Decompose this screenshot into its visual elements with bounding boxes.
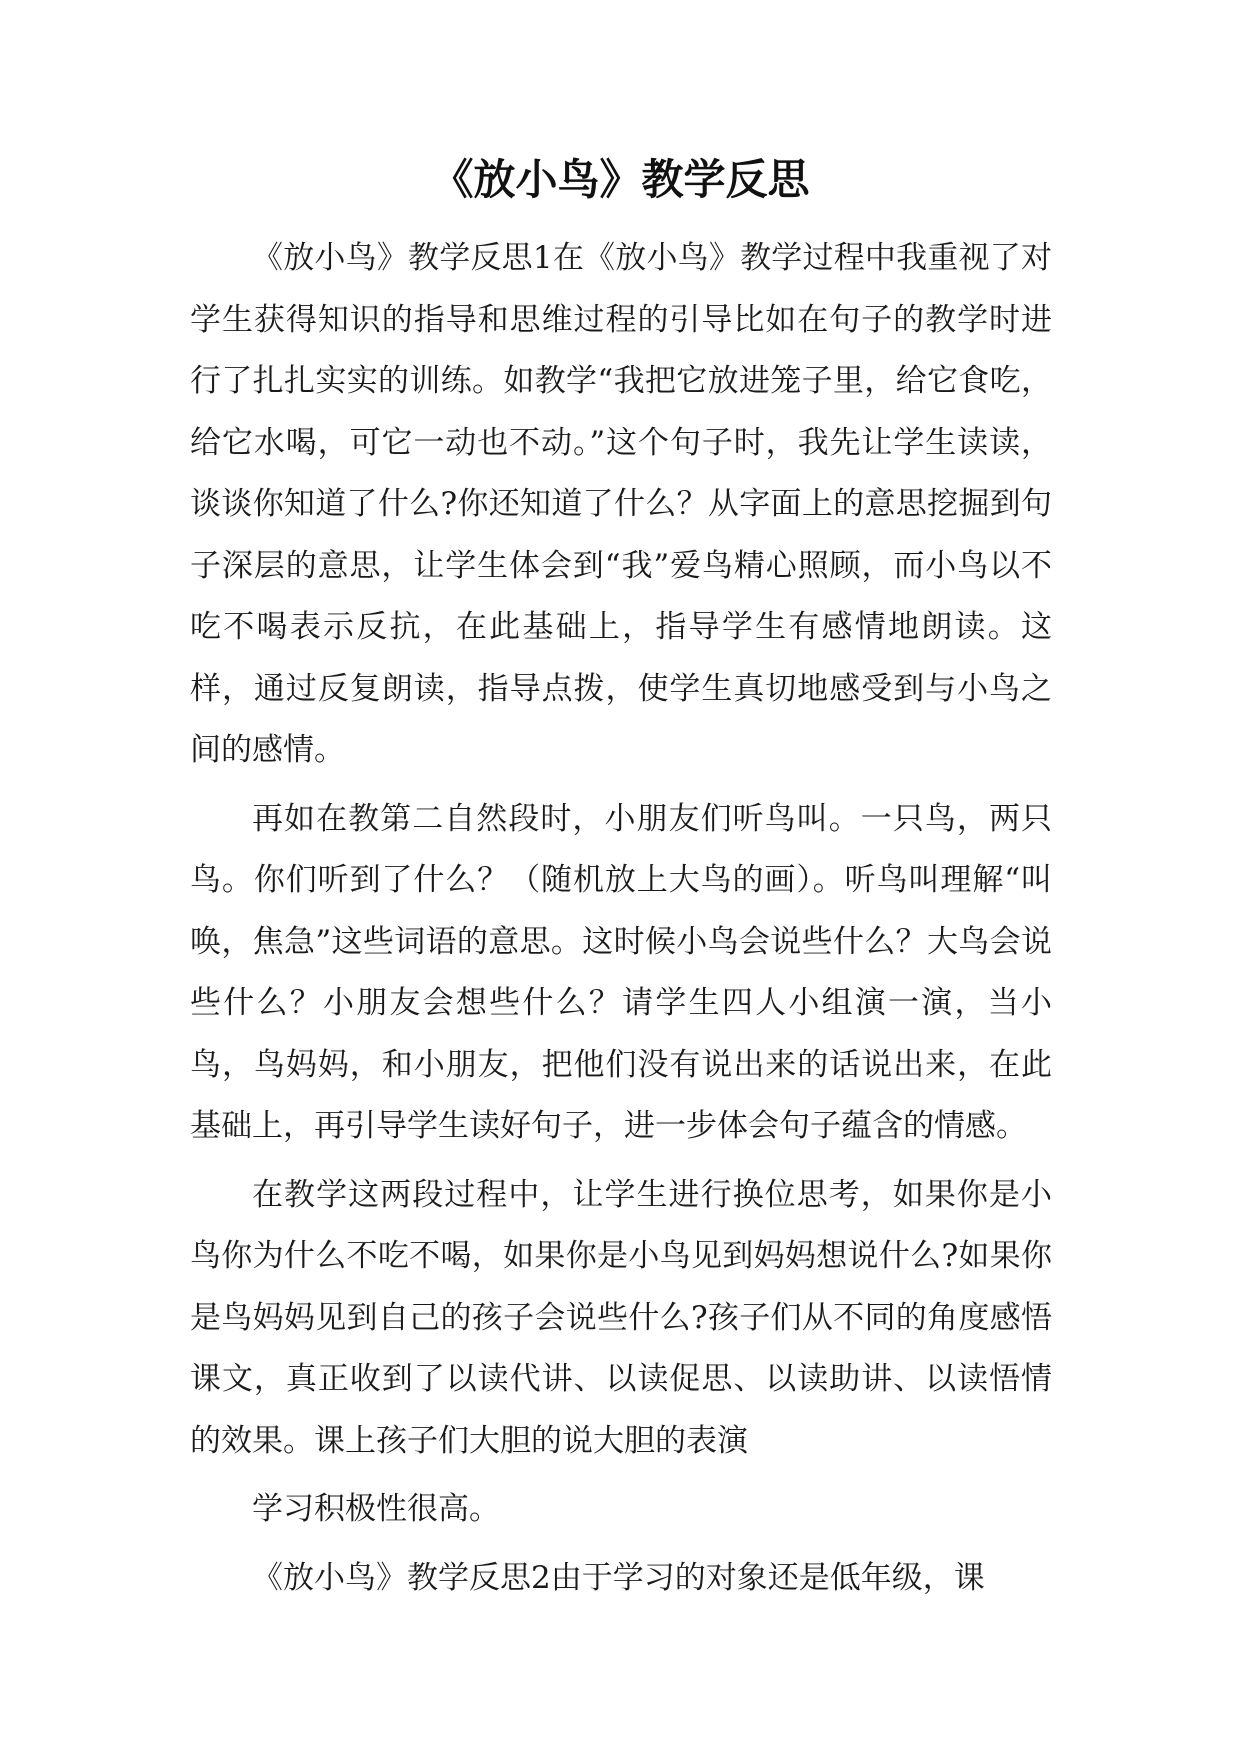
document-title: 《放小鸟》教学反思 [431, 155, 810, 204]
paragraph-4: 学习积极性很高。 [252, 1491, 500, 1527]
paragraph-1: 《放小鸟》教学反思1在《放小鸟》教学过程中我重视了对学生获得知识的指导和思维过程的引导比如在句子的教学时进行了扎扎实实的训练。如教学“我把它放进笼子里，给它食吃，给它水喝，可它一动也不动。”这个句子时，我先让学生读读，谈谈你知道了什么?你还知道了什么？从字面上的意思挖掘到句子深层的意思，让学生体会到“我”爱鸟精心照顾，而小鸟以不吃不喝表示反抗，在此基础上，指导学生有感情地朗读。这样，通过反复朗读，指导点拨，使学生真切地感受到与小鸟之间的感情。 [190, 240, 1052, 768]
paragraph-3: 在教学这两段过程中，让学生进行换位思考，如果你是小鸟你为什么不吃不喝，如果你是小鸟见到妈妈想说什么?如果你是鸟妈妈见到自己的孩子会说些什么?孩子们从不同的角度感悟课文，真正收到了以读代讲、以读促思、以读助讲、以读悟情的效果。课上孩子们大胆的说大胆的表演 [190, 1176, 1052, 1459]
document-body [190, 228, 1052, 1616]
paragraph-5: 《放小鸟》教学反思2由于学习的对象还是低年级，课 [252, 1559, 985, 1596]
paragraph-2: 再如在教第二自然段时，小朋友们听鸟叫。一只鸟，两只鸟。你们听到了什么？（随机放上大鸟的画）。听鸟叫理解“叫唤，焦急”这些词语的意思。这时候小鸟会说些什么？大鸟会说些什么？小朋友会想些什么？请学生四人小组演一演，当小鸟，鸟妈妈，和小朋友，把他们没有说出来的话说出来，在此基础上，再引导学生读好句子，进一步体会句子蕴含的情感。 [190, 800, 1052, 1144]
